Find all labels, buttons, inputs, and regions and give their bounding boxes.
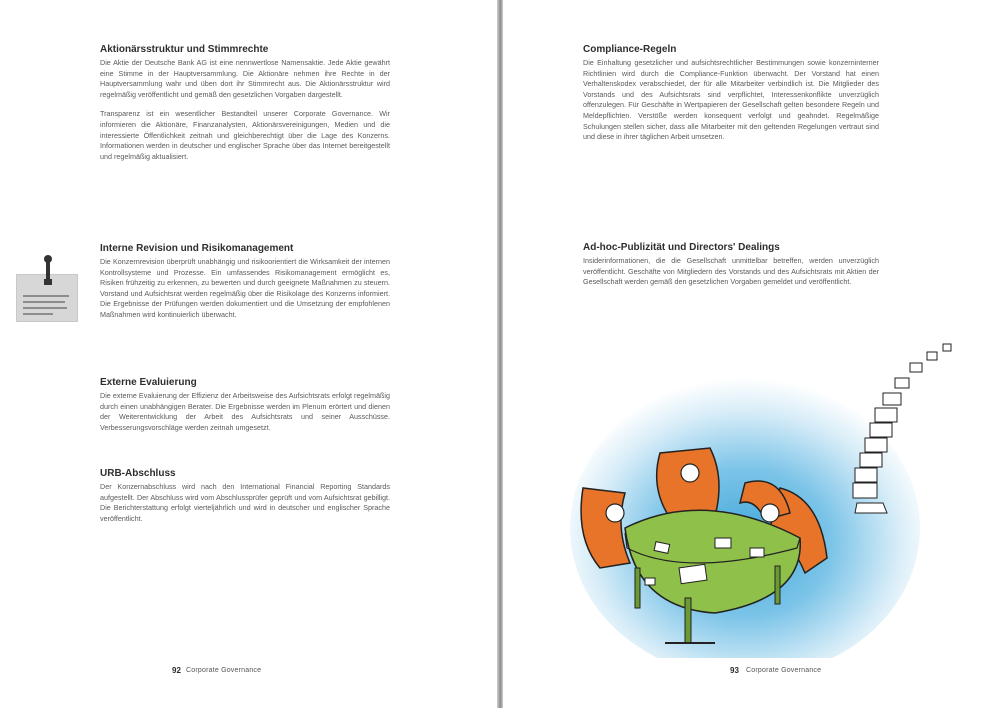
section-heading: Aktionärsstruktur und Stimmrechte	[100, 44, 269, 55]
section-heading: URB-Abschluss	[100, 468, 176, 479]
section-urb-closing	[100, 468, 390, 533]
section-shareholder-structure	[100, 44, 390, 171]
chess-piece-icon	[39, 253, 57, 287]
page-footer-title: Corporate Governance	[746, 667, 822, 674]
section-internal-audit	[100, 243, 390, 330]
left-page	[0, 0, 497, 708]
section-heading: Interne Revision und Risikomanagement	[100, 243, 294, 254]
margin-note-lines	[23, 295, 69, 319]
section-paragraph: Insiderinformationen, die die Gesellschaft unmittelbar betreffen, werden unverzüglich veröffentlicht. Geschäfte von Mitgliedern des Vorstands und des Aufsichtsrats mit Aktien der Gesellschaft werden gemäß den gesetzlichen Vorgaben gemeldet und veröffentlicht.	[583, 256, 879, 287]
section-ad-hoc-publicity	[583, 242, 879, 297]
page-footer-title: Corporate Governance	[186, 667, 262, 674]
board-meeting-illustration	[565, 338, 995, 658]
section-compliance	[583, 44, 879, 152]
section-heading: Ad-hoc-Publizität und Directors' Dealings	[583, 242, 780, 253]
section-paragraph: Die Konzernrevision überprüft unabhängig und risikoorientiert die Wirksamkeit der internen Kontrollsysteme und Prozesse. Ein umfassendes Risikomanagement ermöglicht es, Risiken frühzeitig zu erkennen, zu bewerten und durch geeignete Maßnahmen zu steuern. Vorstand und Aufsichtsrat werden regelmäßig über die Risikolage des Konzerns informiert. Die Ergebnisse der Prüfungen werden dokumentiert und die Umsetzung der empfohlenen Maßnahmen wird kontinuierlich überwacht.	[100, 257, 390, 319]
chair-center-icon	[657, 448, 719, 518]
section-paragraph: Die Einhaltung gesetzlicher und aufsichtsrechtlicher Bestimmungen sowie konzerninterner Richtlinien wird durch die Compliance-Funktion überwacht. Der Vorstand hat einen Verhaltenskodex verabschiedet, der für alle Mitarbeiter verbindlich ist. Die Mitglieder des Vorstands und des Aufsichtsrats sind verpflichtet, Interessenkonflikte unverzüglich offenzulegen. Für Geschäfte in Wertpapieren der Gesellschaft gelten besondere Regeln und Meldepflichten. Verstöße werden konsequent verfolgt und geahndet. Regelmäßige Schulungen stellen sicher, dass alle Mitarbeiter mit den geltenden Regelungen vertraut sind und diese in ihrer täglichen Arbeit umsetzen.	[583, 58, 879, 142]
section-external-evaluation	[100, 377, 390, 442]
section-heading: Compliance-Regeln	[583, 44, 677, 55]
section-paragraph: Die externe Evaluierung der Effizienz der Arbeitsweise des Aufsichtsrats erfolgt regelmäßig durch einen unabhängigen Berater. Die Ergebnisse werden im Plenum erörtert und dienen der Weiterentwicklung der Arbeit des Aufsichtsrats und seiner Ausschüsse. Verbesserungsvorschläge werden zeitnah umgesetzt.	[100, 391, 390, 432]
section-paragraph: Transparenz ist ein wesentlicher Bestandteil unserer Corporate Governance. Wir informieren die Aktionäre, Finanzanalysten, Aktionärsvereinigungen, Medien und die interessierte Öffentlichkeit zeitnah und gleichberechtigt über die Lage des Konzerns. Informationen werden in deutscher und englischer Sprache über das Internet bereitgestellt und regelmäßig aktualisiert.	[100, 109, 390, 161]
section-heading: Externe Evaluierung	[100, 377, 197, 388]
section-paragraph: Der Konzernabschluss wird nach den International Financial Reporting Standards aufgestellt. Der Abschluss wird vom Abschlussprüfer geprüft und vom Aufsichtsrat gebilligt. Die Berichterstattung erfolgt vierteljährlich und wird in deutscher und englischer Sprache veröffentlicht.	[100, 482, 390, 523]
margin-note-box	[16, 274, 78, 322]
page-number: 92	[172, 666, 181, 675]
page-number: 93	[730, 666, 739, 675]
section-paragraph: Die Aktie der Deutsche Bank AG ist eine nennwertlose Namensaktie. Jede Aktie gewährt eine Stimme in der Hauptversammlung. Die Aktionäre nehmen ihre Rechte in der Hauptversammlung wahr und üben dort ihr Stimmrecht aus. Die Aktionärsstruktur wird regelmäßig veröffentlicht und gemäß den gesetzlichen Vorgaben dargestellt.	[100, 58, 390, 99]
